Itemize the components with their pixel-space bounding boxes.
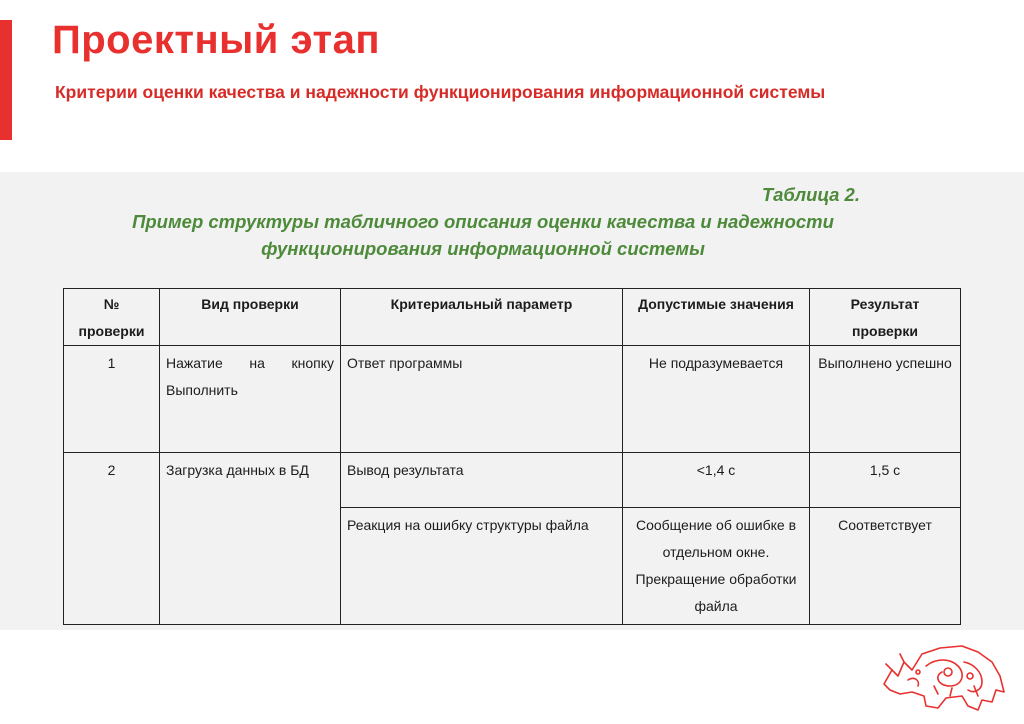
header-result: Результат проверки (810, 289, 961, 346)
criteria-table (63, 288, 961, 625)
table-header-row (64, 289, 961, 346)
page-subtitle: Критерии оценки качества и надежности функционирования информационной системы (55, 82, 826, 102)
header-check-type: Вид проверки (160, 289, 341, 346)
table-caption (100, 208, 866, 262)
cell-criterion: Реакция на ошибку структуры файла (341, 508, 623, 625)
cell-allowed-values: Сообщение об ошибке в отдельном окне. Прекращение обработки файла (623, 508, 810, 625)
cell-check-type: Нажатие на кнопку Выполнить (160, 346, 341, 453)
table-caption-line-1: Пример структуры табличного описания оценки качества и надежности (132, 211, 834, 232)
content-panel (0, 172, 1024, 630)
cell-allowed-values: <1,4 с (623, 453, 810, 508)
table-row (64, 453, 961, 508)
cell-criterion: Ответ программы (341, 346, 623, 453)
header-allowed-values: Допустимые значения (623, 289, 810, 346)
header-criterion: Критериальный параметр (341, 289, 623, 346)
cell-num: 1 (64, 346, 160, 453)
cell-check-type: Загрузка данных в БД (160, 453, 341, 625)
cell-allowed-values: Не подразумевается (623, 346, 810, 453)
cell-result: Выполнено успешно (810, 346, 961, 453)
table-caption-line-2: функционирования информационной системы (261, 238, 705, 259)
header-num: № проверки (64, 289, 160, 346)
cell-num: 2 (64, 453, 160, 625)
cell-result: Соответствует (810, 508, 961, 625)
table-number: Таблица 2. (761, 184, 860, 205)
cell-criterion: Вывод результата (341, 453, 623, 508)
table-row (64, 346, 961, 453)
cell-result: 1,5 с (810, 453, 961, 508)
accent-bar (0, 20, 12, 140)
rhino-logo-icon (878, 640, 1008, 712)
page-title: Проектный этап (52, 18, 381, 62)
